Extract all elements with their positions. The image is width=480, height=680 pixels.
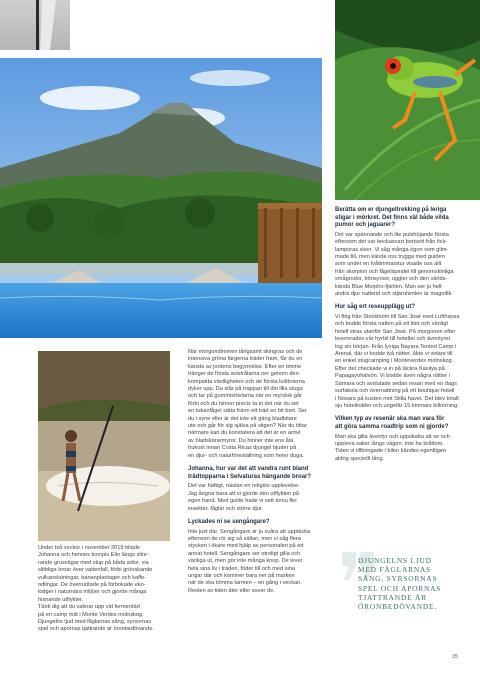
answer-night-trekking: Det var spännande och lite pulshöjande första eftersom det var beckasvart bortsett från fick- lamporas sken. Vi såg många ögon som glim- made till, men kände oss trygga med guiden som under en tvåtimmarstur visade oss allt från skorpion och fågelspindel till genomskinliga smågrodor, bönsyrsor, uggler och den världs- kända Blue Morpho-fjärilen. Man ser ju helt andra djur nattetid och stjärnhimlen är magnifik.: [335, 231, 454, 298]
question-hanging-bridges: Johanna, hur var det att vandra runt bland trädtopparna i Selvaturas hängande broar?: [188, 466, 312, 480]
answer-hanging-bridges: Det var häftigt, nästan en religiös upplevelse. Jag ångrar bara att vi gjorde den utflykten på egen hand. Med guide hade vi sett ännu fler insekter, fåglar och större djur.: [188, 483, 300, 512]
middle-column-text: När morgondimmen långsamt skingras och de intensiva gröna färgerna träder fram, får du en känsla av jordens begynnelse. Efter en timme tränger de första solstrålarna ner genom den kompakta växtligheten och de första kolibrierna dyker upp. Du står på trappan till din lilla stuga och tar på gummistövlarna när en myrslok går förbi och du hinner precis ta in det när du ser en tukanfågel sätta fränn ett träd en bit bort. Ser du i syne eller är det inte ett gäng bladbitare ute och går för sig själva på stigen? När du tittar närmare kan du konstatera att det är en armé av bladskärarmyror. Du hinner inte ens åta frukost innan Costa Ricas djungel bjuder på en djur- och naturföreställning som heter duga.: [188, 349, 307, 459]
tree-frog-photo: [335, 0, 480, 200]
question-traveler-type: Vilken typ av resenär ska man vara för att göra samma roadtrip som ni gjorde?: [335, 416, 449, 430]
pull-quote: DJUNGELNS LJUD MED FÅGLARNAS SÅNG, SYRSORNAS SPEL OCH APORNAS TJATTRANDE ÄR ÖRONBEDÖVANDE.: [358, 556, 442, 612]
paddleboard-photo: [0, 0, 70, 50]
left-column-text: Under två veckor i november 2019 bilade Johanna och hennes kompis Elin längs slinг- rande grusvägar med stup på båda sidor, via slitbliga broar över vattenfall, förbi grönskande vulkanslutningar, bananplantager och kaffe- odlingar. De övernattade på förbokade eko- lodger i naturnära miljöer och gjorde många hisnande utflykter. Tänk dig att du vaknar upp vid fermentärt på en camp mitt i Monte Verdes molnskog. Djungelns ljud med fåglarnas sång, syrsornas spel och apornas tjattrande är öronbedövande.: [38, 545, 154, 633]
answer-sloths: Inte just där. Sengångare är ju svåra att upptäcka eftersom de rör sig så sällan, men vi såg flera stycken i ökare med hjälp av personalen på ett annat hotell. Sengångare ser otroligt gilla och vänliga ut, men gör inte många knop. De lever hela sina liv i träden, föder till och med sina ungar där och kommer bara ner på marken när de ska tömma tarmen – en gång i veckan. Resten av tiden äter eller sover de.: [188, 528, 311, 594]
answer-itinerary: Vi flög från Stockholm till San José med Lufthansa och bodde första natten på ett litet och vänligt hotell strax utanför San José. På morgonen efter levererades vår hyrbil till hotellet och äventyret tog sin början. Från lyxiga Nayara Tented Camp i Arenal, där vi bodde två nätter, åkte vi vidare till en enkel stugcamping i Monteverdes molnskog. Efter det checkade vi in på läckra Kasiiya på Papagayohalvön. Vi bodde även några nätter i Sámara och avslutade sedan resan med en dags surfakola och övernattning på ett boutique-hotell i Nosara på kusten mot Stilla havet. Det blev totalt sju hotellnätter och ungefär 15 timmars bilkörning.: [335, 314, 460, 409]
question-night-trekking: Berätta om er djungeltrekking på leriga stigar i mörkret. Det finns väl både vilda pumor och jaguarer?: [335, 207, 449, 229]
answer-traveler-type: Man ska gilla äventyr och uppskatta att se och uppleva saker långs vägen. Inte ha bråttom. Tiden vi tillbringade i bilen kändes egentligen aldrig speciellt lång.: [335, 433, 450, 462]
volcano-pool-photo: [0, 58, 322, 338]
question-itinerary: Hur såg ert reseupplägg ut?: [335, 304, 416, 311]
page-number: 35: [452, 654, 459, 660]
paddleboard-woman-photo: [38, 351, 170, 541]
question-sloths: Lyckades ni se sengångare?: [188, 518, 270, 525]
